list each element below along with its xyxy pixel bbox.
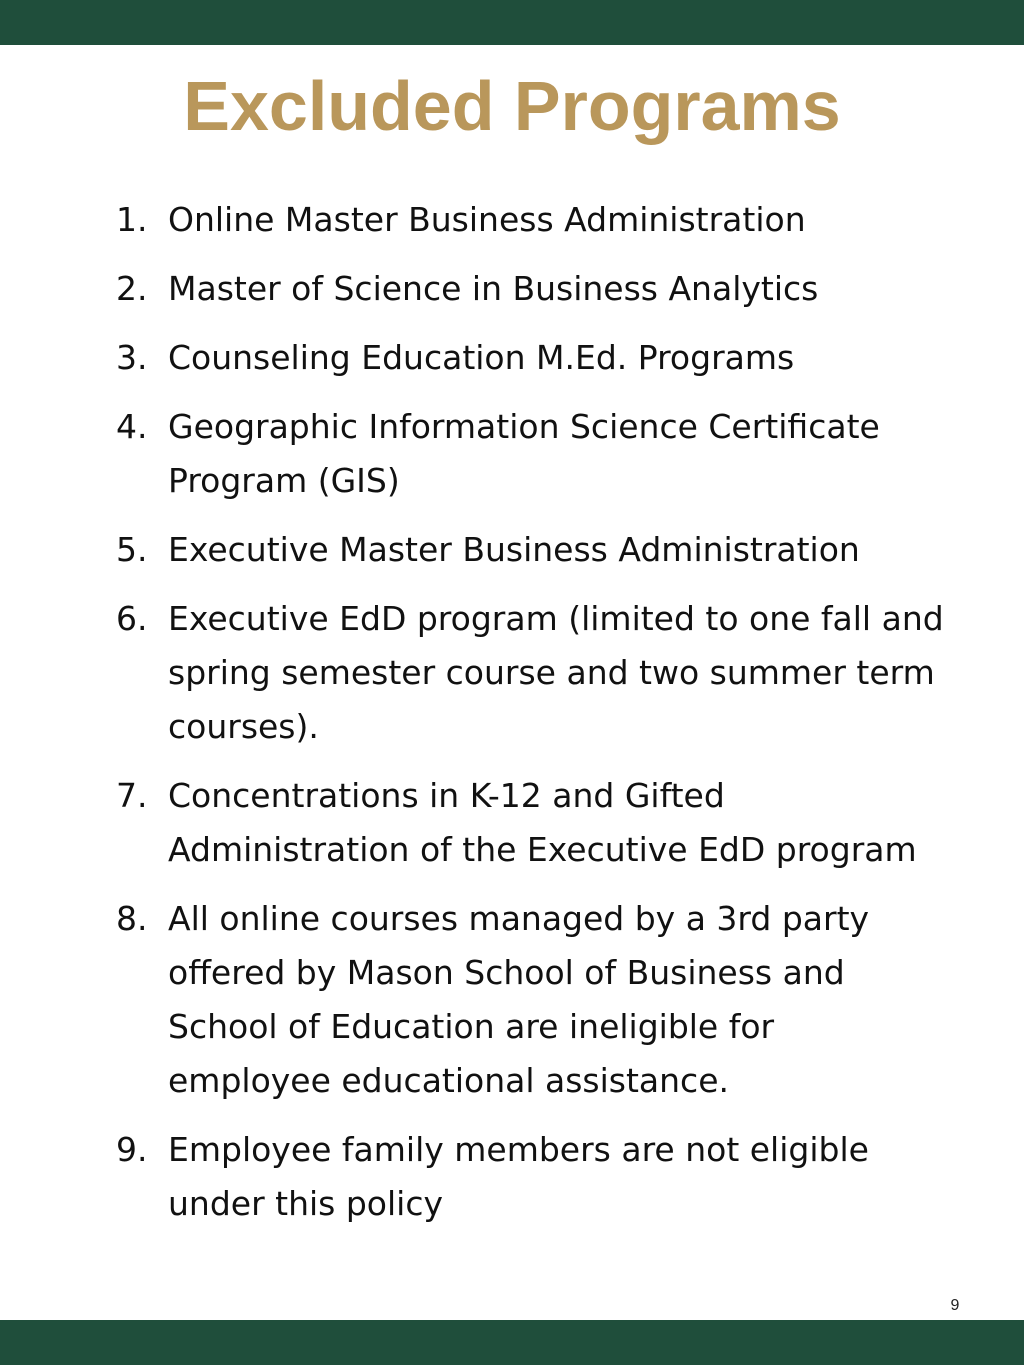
list-item xyxy=(116,262,946,316)
top-accent-bar xyxy=(0,0,1024,45)
list-item-number: 1. xyxy=(116,200,148,239)
excluded-programs-list xyxy=(116,193,946,1246)
list-item-number: 4. xyxy=(116,407,148,446)
list-item-text: Concentrations in K-12 and Gifted Administration of the Executive EdD program xyxy=(168,776,917,869)
list-item-text: Executive Master Business Administration xyxy=(168,530,860,569)
list-item-text: Geographic Information Science Certificate Program (GIS) xyxy=(168,407,880,500)
list-item-number: 3. xyxy=(116,338,148,377)
list-item xyxy=(116,892,946,1108)
list-item xyxy=(116,523,946,577)
list-item-text: All online courses managed by a 3rd party offered by Mason School of Business and School of Education are ineligible for employee educational assistance. xyxy=(168,899,870,1100)
list-item-text: Counseling Education M.Ed. Programs xyxy=(168,338,795,377)
slide-title: Excluded Programs xyxy=(183,67,841,145)
list-item-number: 8. xyxy=(116,899,148,938)
list-item xyxy=(116,331,946,385)
list-item xyxy=(116,1123,946,1231)
list-item-number: 5. xyxy=(116,530,148,569)
list-item xyxy=(116,592,946,754)
list-item-text: Executive EdD program (limited to one fall and spring semester course and two summer term courses). xyxy=(168,599,944,746)
list-item-text: Employee family members are not eligible under this policy xyxy=(168,1130,869,1223)
list-item-number: 2. xyxy=(116,269,148,308)
list-item xyxy=(116,193,946,247)
list-item-text: Master of Science in Business Analytics xyxy=(168,269,819,308)
list-item-text: Online Master Business Administration xyxy=(168,200,806,239)
list-item-number: 6. xyxy=(116,599,148,638)
list-item xyxy=(116,769,946,877)
list-item-number: 7. xyxy=(116,776,148,815)
page-number: 9 xyxy=(950,1297,960,1314)
bottom-accent-bar xyxy=(0,1320,1024,1365)
list-item xyxy=(116,400,946,508)
list-item-number: 9. xyxy=(116,1130,148,1169)
